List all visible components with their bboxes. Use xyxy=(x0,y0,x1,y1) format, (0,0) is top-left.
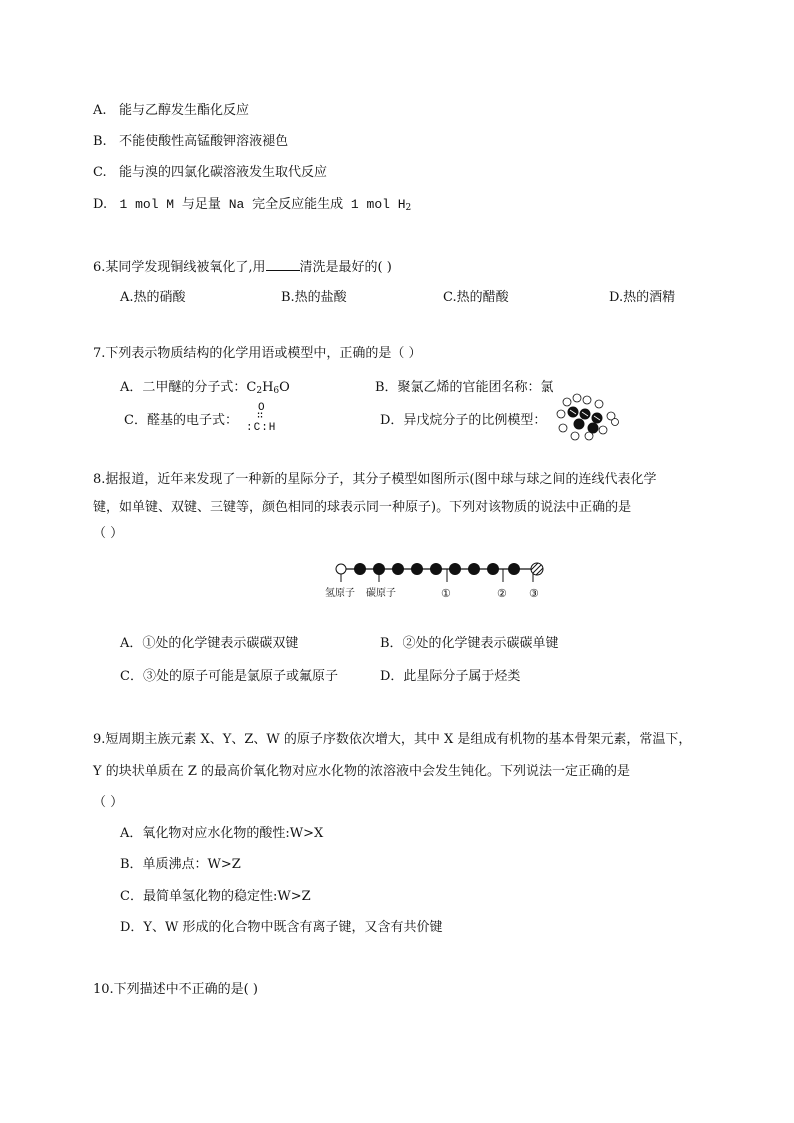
hydrogen-atom xyxy=(336,564,346,574)
q8-stem-line2: 键，如单键、双键、三键等，颜色相同的球表示同一种原子)。下列对该物质的说法中正确的是 xyxy=(93,500,632,515)
formula-c-h: :C:H xyxy=(246,422,277,434)
q8-option-a: A．①处的化学键表示碳碳双键 xyxy=(120,636,299,651)
q8-option-d: D．此星际分子属于烃类 xyxy=(380,669,521,684)
carbon-atom xyxy=(411,563,423,575)
q9-stem-line1: 9.短周期主族元素 X、Y、Z、W 的原子序数依次增大，其中 X 是组成有机物的基本骨架元素，常温下， xyxy=(93,732,692,747)
carbon-atom xyxy=(508,563,520,575)
formula-double-bond-dots: ∷ xyxy=(257,411,264,422)
q7-a-sub1: 2 xyxy=(256,386,263,396)
q6-option-d: D.热的酒精 xyxy=(609,290,676,305)
q7-option-b: B．聚氯乙烯的官能团名称：氯 xyxy=(375,380,554,395)
q7-stem: 7.下列表示物质结构的化学用语或模型中，正确的是（ ） xyxy=(93,346,422,361)
q9-option-a: A．氧化物对应水化物的酸性:W>X xyxy=(120,826,324,841)
q5-option-b-letter: B. xyxy=(93,134,107,149)
carbon-atom xyxy=(487,563,499,575)
q6-stem xyxy=(93,258,392,277)
q5-option-d-sub: 2 xyxy=(405,203,412,213)
q5-option-c-letter: C. xyxy=(93,165,107,180)
q8-option-c: C．③处的原子可能是氯原子或氟原子 xyxy=(120,669,338,684)
diagram-label-3: ③ xyxy=(529,587,539,600)
carbon-atom xyxy=(354,563,366,575)
q6-option-b: B.热的盐酸 xyxy=(281,290,347,305)
q7-a-sub2: 6 xyxy=(273,386,280,396)
q6-stem-b: 清洗是最好的( ) xyxy=(299,260,392,275)
q9-option-d: D．Y、W 形成的化合物中既含有离子键，又含有共价键 xyxy=(120,920,443,935)
q9-stem-line2: Y 的块状单质在 Z 的最高价氧化物对应水化物的浓溶液中会发生钝化。下列说法一定正确的是 xyxy=(93,764,631,779)
diagram-label-2: ② xyxy=(497,587,507,600)
q5-option-c xyxy=(93,164,327,182)
q8-stem-line1: 8.据报道，近年来发现了一种新的星际分子，其分子模型如图所示(图中球与球之间的连线代表化学 xyxy=(93,472,657,487)
isopentane-model-icon xyxy=(553,392,621,442)
q8-stem-line3: （ ） xyxy=(93,526,124,541)
q10-stem: 10.下列描述中不正确的是( ) xyxy=(93,982,258,997)
q5-option-c-text: 能与溴的四氯化碳溶液发生取代反应 xyxy=(119,165,328,180)
carbon-atom xyxy=(373,563,385,575)
q9-option-c: C．最简单氢化物的稳定性:W>Z xyxy=(120,889,311,904)
carbon-atom xyxy=(392,563,404,575)
q5-option-d-text: 1 mol M 与足量 Na 完全反应能生成 1 mol H xyxy=(119,197,406,212)
q5-option-a-text: 能与乙醇发生酯化反应 xyxy=(118,103,249,118)
q7-option-a xyxy=(120,379,290,397)
carbon-atom xyxy=(430,563,442,575)
q7-a-h: H xyxy=(262,380,274,395)
carbon-atom xyxy=(468,563,480,575)
formula-o: O xyxy=(258,402,265,414)
q6-option-c: C.热的醋酸 xyxy=(443,290,509,305)
q7-option-a-text: A．二甲醚的分子式：C xyxy=(120,380,257,395)
q5-option-b-text: 不能使酸性高锰酸钾溶液褪色 xyxy=(119,134,289,149)
diagram-label-hydrogen: 氢原子 xyxy=(325,588,355,599)
q9-option-b: B．单质沸点：W>Z xyxy=(120,857,241,872)
q6-stem-a: 6.某同学发现铜线被氧化了,用 xyxy=(93,260,266,275)
q5-option-b xyxy=(93,133,288,151)
diagram-label-1: ① xyxy=(441,587,451,600)
q8-option-b: B．②处的化学键表示碳碳单键 xyxy=(380,636,559,651)
q6-answer-blank xyxy=(266,258,300,271)
q5-option-a xyxy=(93,102,249,120)
carbon-atom xyxy=(449,563,461,575)
q7-a-o: O xyxy=(279,380,290,395)
q5-option-a-letter: A. xyxy=(93,103,107,118)
diagram-label-carbon: 碳原子 xyxy=(366,588,396,599)
q7-option-d: D．异戊烷分子的比例模型： xyxy=(380,413,547,428)
q5-option-d xyxy=(93,196,411,214)
q7-option-c: C．醛基的电子式： xyxy=(124,413,238,428)
q6-option-a: A.热的硝酸 xyxy=(120,290,186,305)
q5-option-d-letter: D. xyxy=(93,197,108,212)
q9-stem-line3: （ ） xyxy=(93,795,124,810)
